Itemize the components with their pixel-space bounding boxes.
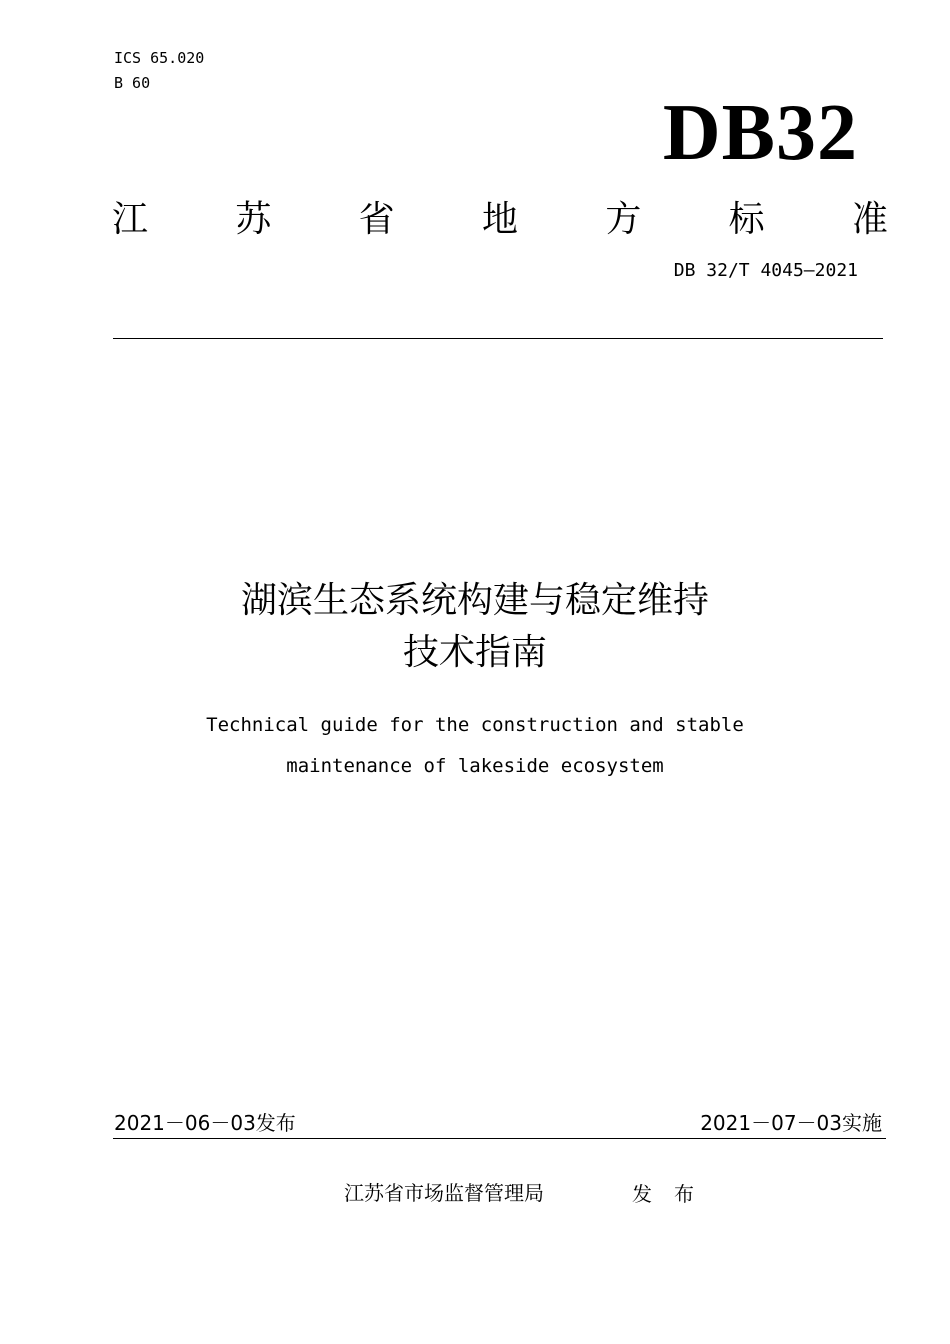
standard-number: DB 32/T 4045—2021	[673, 260, 858, 281]
publish-date: 2021－06－03发布	[114, 1111, 296, 1135]
ccs-code: B 60	[114, 74, 151, 92]
title-cn-line2: 技术指南	[402, 632, 547, 673]
standard-type-char: 苏	[235, 199, 272, 240]
title-cn-line1: 湖滨生态系统构建与稳定维持	[240, 580, 709, 621]
bottom-divider	[113, 1138, 886, 1139]
standard-type	[112, 198, 888, 242]
standard-type-char: 方	[605, 199, 642, 240]
title-en-line2: maintenance of lakeside ecosystem	[286, 755, 664, 777]
standard-code: DB32	[662, 89, 858, 177]
standard-type-char: 准	[851, 199, 888, 240]
standard-type-char: 省	[358, 199, 395, 240]
issue-label: 发布	[632, 1182, 716, 1206]
standard-type-char: 江	[112, 199, 149, 240]
standard-type-char: 地	[481, 199, 518, 240]
title-en-line1: Technical guide for the construction and stable	[206, 714, 744, 736]
effective-date: 2021－07－03实施	[700, 1111, 882, 1135]
standard-type-char: 标	[728, 199, 765, 240]
top-divider	[113, 338, 883, 339]
ics-code: ICS 65.020	[114, 49, 205, 67]
issuer: 江苏省市场监督管理局	[344, 1181, 544, 1205]
